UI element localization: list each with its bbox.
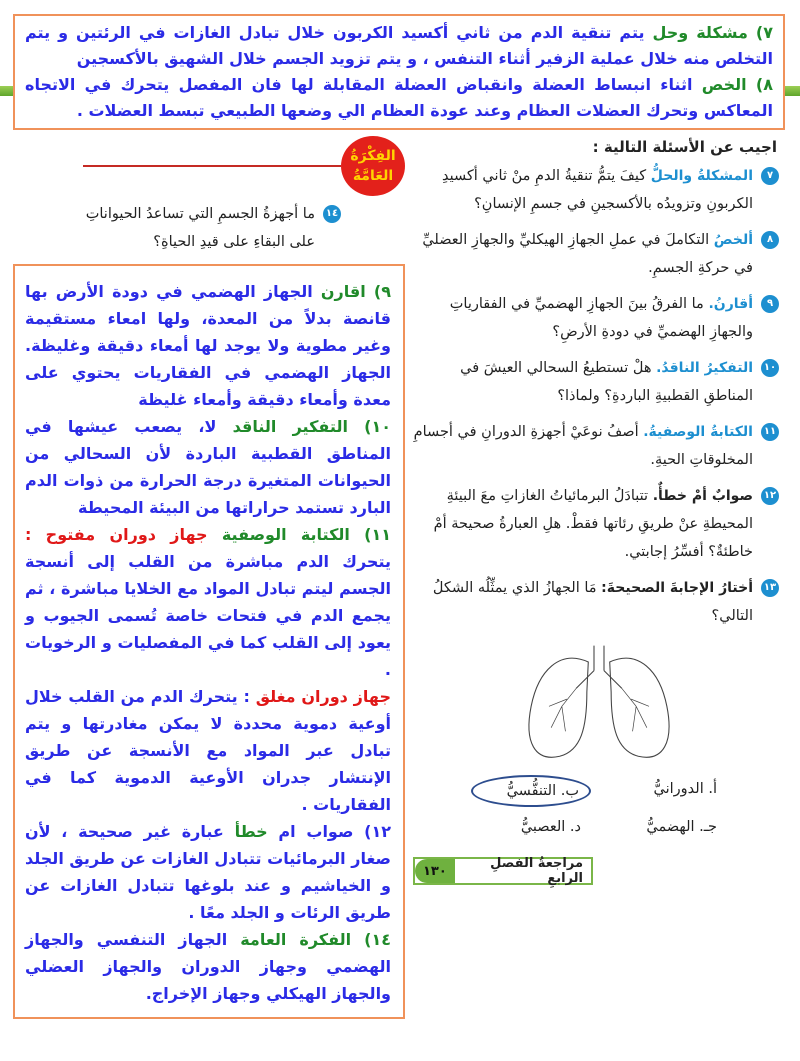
open-circulation-label: جهاز دوران مفتوح : [25,525,222,544]
answer-12-text: عبارة غير صحيحة ، لأن صغار البرمائيات تتبادل الغازات عن طريق الجلد و الخياشيم و عند بلوغها تتبادل الغازات عن طريق الرئات و الجلد معًا . [25,822,391,922]
option-b[interactable]: ب. التنفُّسيُّ [471,775,591,807]
option-d[interactable]: د. العصبيُّ [520,819,581,835]
question-12 [413,482,785,566]
answer-9-label: ٩) اقارن [320,282,391,301]
big-idea-badge [341,136,405,196]
section-heading: اجيب عن الأسئلة التالية : [592,138,777,156]
page-number: ١٣٠ [415,859,455,883]
answer-14-label: ١٤) الفكرة العامة [240,930,391,949]
badge-line-2: العَامَّةُ [352,168,394,184]
badge-line-1: الفِكْرَةُ [350,148,396,164]
lungs-illustration [499,642,699,767]
divider-line [83,165,341,167]
answer-8-text: اثناء انبساط العضلة وانقباض العضلة المقابلة لها فان المفصل يتحرك في الاتجاه المعاكس وتحرك العضلات العظام وعند عودة العظام الي وضعها الطبيعي تبسط العضلات . [25,75,773,120]
question-label: أختارُ الإجابةَ الصحيحةَ: [601,580,753,596]
open-circulation-text: يتحرك الدم مباشرة من القلب إلى أنسجة الجسم ليتم تبادل المواد مع الخلايا مباشرة ، ثم يجمع الدم في فتحات خاصة تُسمى الجيوب و يعود إلى القلب كما في المفصليات و الرخويات . [25,552,391,679]
answer-options [413,775,785,841]
top-answer-box [13,14,785,130]
question-label: صوابٌ أمْ خطأٌ. [652,488,753,504]
question-number: ١٣ [761,579,779,597]
question-14 [63,200,345,256]
page-footer [413,857,593,885]
answers-box [13,264,405,1019]
answer-9-text: الجهاز الهضمي في دودة الأرض بها قانصة بدلاً من المعدة، ولها امعاء مستقيمة وغير مطوية ولا يوجد لها أمعاء دقيقة وغليظة. الجهاز الهضمي في الفقاريات يحتوي على معدة وأمعاء دقيقة وأمعاء غليظة [25,282,391,409]
question-number: ٧ [761,167,779,185]
closed-circulation-label: جهاز دوران مغلق [255,687,391,706]
closed-circulation-text: : يتحرك الدم من القلب خلال أوعية دموية محددة لا يمكن مغادرتها و يتم تبادل عبر المواد مع الأنسجة عن طريق الإنتشار جدران الأوعية الدموية كما في الفقاريات . [25,687,391,814]
question-label: ألخصُ [713,232,753,248]
question-number: ١٢ [761,487,779,505]
question-7 [413,162,785,218]
question-9 [413,290,785,346]
questions-section [413,136,785,1019]
question-8 [413,226,785,282]
answer-11-label: ١١) الكتابة الوصفية [221,525,391,544]
question-text: ما أجهزةُ الجسمِ التي تساعدُ الحيواناتِ على البقاءِ على قيدِ الحياةِ؟ [85,206,315,250]
question-text: أصفُ نوعَيْ أجهزةِ الدورانِ في أجسامِ المخلوقاتِ الحيةِ. [413,424,753,468]
option-c[interactable]: جـ. الهضميُّ [646,819,717,835]
answer-10-label: ١٠) التفكير الناقد [232,417,391,436]
answer-7-text: يتم تنقية الدم من ثاني أكسيد الكربون خلال تبادل الغازات في الرئتين و يتم التخلص منه خلال عملية الزفير أثناء التنفس ، و يتم تزويد الجسم خلال الشهيق بالأكسجين [25,23,773,68]
answer-7-label: ٧) مشكلة وحل [652,23,774,42]
question-text: هلْ تستطيعُ السحالي العيشَ في المناطقِ القطبيةِ الباردةِ؟ ولماذا؟ [460,360,753,404]
question-number: ١٠ [761,359,779,377]
question-text: كيفَ يتمُّ تنقيةُ الدمِ منْ ثاني أكسيدِ الكربونِ وتزويدُه بالأكسجينِ في جسمِ الإنسانِ؟ [441,168,753,212]
questions-column [413,162,785,638]
question-11 [413,418,785,474]
question-text: ما الفرقُ بينَ الجهازِ الهضميِّ في الفقارياتِ والجهازِ الهضميِّ في دودةِ الأرضِ؟ [449,296,753,340]
content-row [13,136,785,1019]
question-label: التفكيرُ الناقدُ. [656,360,753,376]
question-number: ١١ [761,423,779,441]
answer-14-text: الجهاز التنفسي والجهاز الهضمي وجهاز الدوران والجهاز العضلي والجهاز الهيكلي وجهاز الإخراج. [25,930,391,1003]
answer-8-label: ٨) الخص [701,75,774,94]
answers-section [13,136,405,1019]
question-number: ٩ [761,295,779,313]
question-text: التكاملَ في عملِ الجهازِ الهيكليِّ والجهازِ العضليِّ في حركةِ الجسمِ. [422,232,753,276]
question-label: المشكلةُ والحلُّ [650,168,753,184]
footer-title: مراجعةُ الفصلِ الرابعِ [490,856,583,886]
question-10 [413,354,785,410]
option-a[interactable]: أ. الدورانيُّ [653,781,717,797]
answer-10-text: لا، يصعب عيشها في المناطق القطبية الباردة لأن السحالي من الحيوانات المتغيرة درجة الحرارة من ذوات الدم البارد تستمد حراراتها من البيئة المحيطة [25,417,391,517]
question-text: تتبادَلُ البرمائياتُ الغازاتِ معَ البيئةِ المحيطةِ عنْ طريقِ رئاتها فقطْ. هلِ العبارةُ صحيحة أمْ خاطئةٌ؟ أفسِّرُ إجابتي. [433,488,753,560]
answer-12-prefix: ١٢) صواب ام [267,822,391,841]
question-number: ٨ [761,231,779,249]
answer-12-label: خطأ [234,822,268,841]
question-number: ١٤ [323,205,341,223]
question-label: الكتابةُ الوصفيةُ. [643,424,753,440]
question-label: أقارنُ. [708,296,753,312]
question-text: مَا الجهازُ الذي يمثِّلُه الشكلُ التالي؟ [432,580,753,624]
big-idea-header [13,136,405,196]
question-13 [413,574,785,630]
